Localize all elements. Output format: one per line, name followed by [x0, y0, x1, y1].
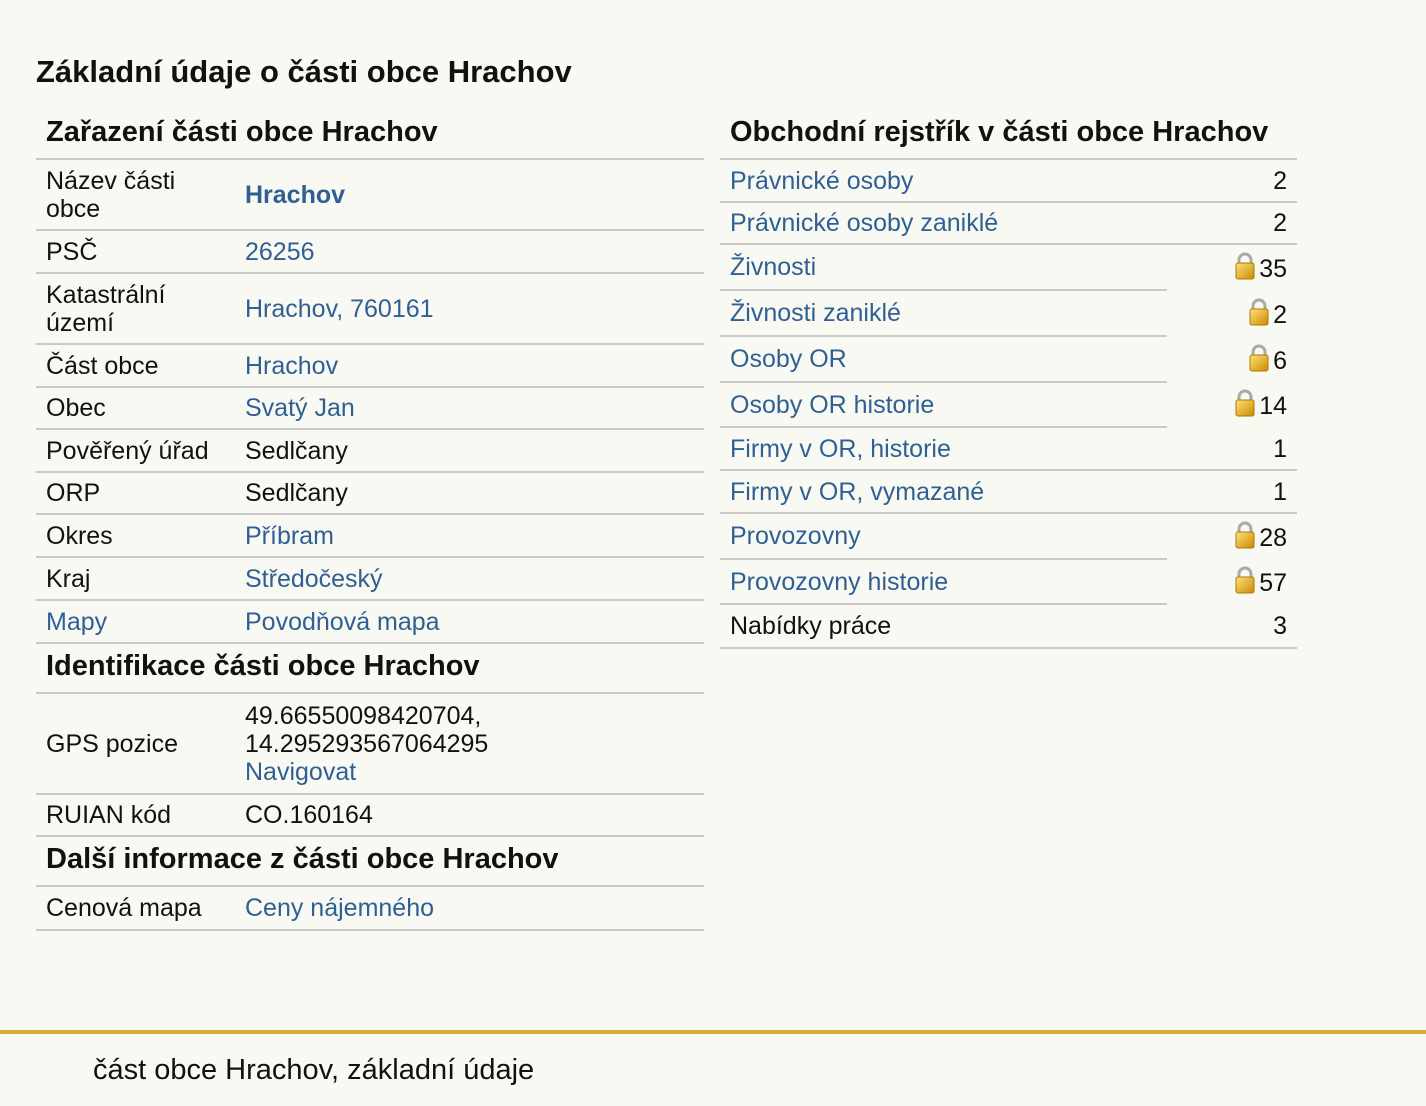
right-column	[720, 110, 1297, 649]
row-label-cell	[720, 470, 1167, 513]
page-title: Základní údaje o části obce Hrachov	[36, 54, 572, 89]
count-value: 1	[1273, 477, 1287, 506]
lock-icon[interactable]	[1234, 566, 1256, 594]
table-row	[36, 344, 704, 387]
count-cell	[1167, 160, 1297, 202]
row-label-cell	[720, 336, 1167, 382]
ruian-value: CO.160164	[235, 794, 704, 836]
table-row	[720, 160, 1297, 202]
lock-icon[interactable]	[1234, 252, 1256, 280]
count-cell	[1167, 470, 1297, 513]
gps-value	[235, 694, 704, 794]
row-label: ORP	[36, 472, 235, 514]
left-column	[36, 110, 704, 931]
kraj-link[interactable]: Středočeský	[245, 564, 383, 593]
navigate-link[interactable]: Navigovat	[245, 757, 357, 786]
povereny-urad-value: Sedlčany	[235, 429, 704, 472]
count-value: 2	[1273, 300, 1287, 329]
gps-lon: 14.295293567064295	[245, 729, 489, 758]
row-label: Okres	[36, 514, 235, 557]
table-row	[720, 559, 1297, 604]
table-row	[720, 513, 1297, 559]
count-value: 57	[1259, 569, 1287, 597]
count-value: 1	[1273, 434, 1287, 463]
table-row	[720, 202, 1297, 244]
rejstrik-link[interactable]: Firmy v OR, historie	[730, 434, 951, 463]
row-label-cell	[720, 290, 1167, 336]
rejstrik-link[interactable]: Živnosti	[730, 253, 817, 281]
row-label-cell	[720, 604, 1167, 648]
row-label-cell	[720, 382, 1167, 427]
count-cell	[1167, 290, 1297, 336]
dalsi-heading: Další informace z části obce Hrachov	[36, 837, 704, 887]
table-row	[36, 429, 704, 472]
identifikace-table	[36, 694, 704, 837]
table-row	[720, 427, 1297, 470]
row-label: GPS pozice	[36, 694, 235, 794]
row-label-cell	[720, 559, 1167, 604]
table-row	[720, 244, 1297, 290]
row-label: Pověřený úřad	[36, 429, 235, 472]
mapy-link[interactable]: Mapy	[46, 607, 108, 636]
lock-icon[interactable]	[1248, 298, 1270, 326]
rejstrik-link[interactable]: Provozovny	[730, 522, 861, 550]
count-value: 2	[1273, 209, 1287, 237]
count-value: 2	[1273, 166, 1287, 195]
count-cell	[1167, 513, 1297, 559]
row-label-cell	[720, 427, 1167, 470]
dalsi-table	[36, 887, 704, 931]
count-value: 35	[1259, 254, 1287, 283]
povodnova-mapa-link[interactable]: Povodňová mapa	[245, 607, 440, 636]
count-cell	[1167, 604, 1297, 648]
lock-icon[interactable]	[1234, 389, 1256, 417]
row-label: Název části obce	[36, 160, 235, 230]
count-value: 28	[1259, 523, 1287, 552]
lock-icon[interactable]	[1248, 344, 1270, 372]
rejstrik-link[interactable]: Firmy v OR, vymazané	[730, 477, 985, 506]
rejstrik-link[interactable]: Živnosti zaniklé	[730, 299, 901, 327]
obec-link[interactable]: Svatý Jan	[245, 394, 355, 422]
row-label: Katastrální území	[36, 273, 235, 344]
ceny-najemneho-link[interactable]: Ceny nájemného	[245, 894, 435, 922]
count-cell	[1167, 559, 1297, 604]
identifikace-heading: Identifikace části obce Hrachov	[36, 644, 704, 694]
row-label: Obec	[36, 387, 235, 429]
okres-link[interactable]: Příbram	[245, 521, 334, 550]
row-label-cell	[720, 513, 1167, 559]
count-value: 6	[1273, 346, 1287, 375]
table-row	[36, 160, 704, 230]
table-row	[36, 794, 704, 836]
footer-divider	[0, 1030, 1426, 1034]
count-cell	[1167, 202, 1297, 244]
orp-value: Sedlčany	[235, 472, 704, 514]
table-row	[36, 273, 704, 344]
row-label: Cenová mapa	[36, 887, 235, 930]
rejstrik-link[interactable]: Provozovny historie	[730, 567, 949, 596]
table-row	[720, 382, 1297, 427]
table-row	[720, 470, 1297, 513]
table-row	[36, 887, 704, 930]
table-row	[720, 290, 1297, 336]
table-row	[36, 472, 704, 514]
row-label: Kraj	[36, 557, 235, 600]
count-value: 14	[1259, 392, 1287, 420]
row-label-cell	[720, 202, 1167, 244]
count-cell	[1167, 382, 1297, 427]
row-label: Nabídky práce	[730, 612, 892, 640]
psc-link[interactable]: 26256	[245, 237, 315, 266]
rejstrik-link[interactable]: Osoby OR historie	[730, 390, 935, 419]
row-label: Část obce	[36, 344, 235, 387]
count-value: 3	[1273, 612, 1287, 640]
katastr-link[interactable]: Hrachov, 760161	[245, 294, 434, 323]
table-row	[36, 694, 704, 794]
footer-text: část obce Hrachov, základní údaje	[93, 1054, 535, 1086]
count-cell	[1167, 427, 1297, 470]
gps-lat: 49.66550098420704,	[245, 701, 482, 730]
table-row	[36, 514, 704, 557]
table-row	[36, 230, 704, 273]
count-cell	[1167, 336, 1297, 382]
cast-obce-link[interactable]: Hrachov	[245, 351, 339, 380]
zarazeni-heading: Zařazení části obce Hrachov	[36, 110, 704, 160]
table-row	[720, 604, 1297, 648]
table-row	[720, 336, 1297, 382]
row-label: RUIAN kód	[36, 794, 235, 836]
count-cell	[1167, 244, 1297, 290]
rejstrik-heading: Obchodní rejstřík v části obce Hrachov	[720, 110, 1297, 160]
lock-icon[interactable]	[1234, 521, 1256, 549]
rejstrik-link[interactable]: Právnické osoby	[730, 166, 914, 195]
table-row	[36, 387, 704, 429]
row-label: PSČ	[36, 230, 235, 273]
row-label-cell	[720, 160, 1167, 202]
table-row	[36, 600, 704, 643]
rejstrik-link[interactable]: Osoby OR	[730, 345, 847, 373]
rejstrik-table	[720, 160, 1297, 649]
row-label-cell	[720, 244, 1167, 290]
rejstrik-link[interactable]: Právnické osoby zaniklé	[730, 209, 999, 237]
nazev-link[interactable]: Hrachov	[245, 180, 346, 209]
table-row	[36, 557, 704, 600]
zarazeni-table	[36, 160, 704, 644]
